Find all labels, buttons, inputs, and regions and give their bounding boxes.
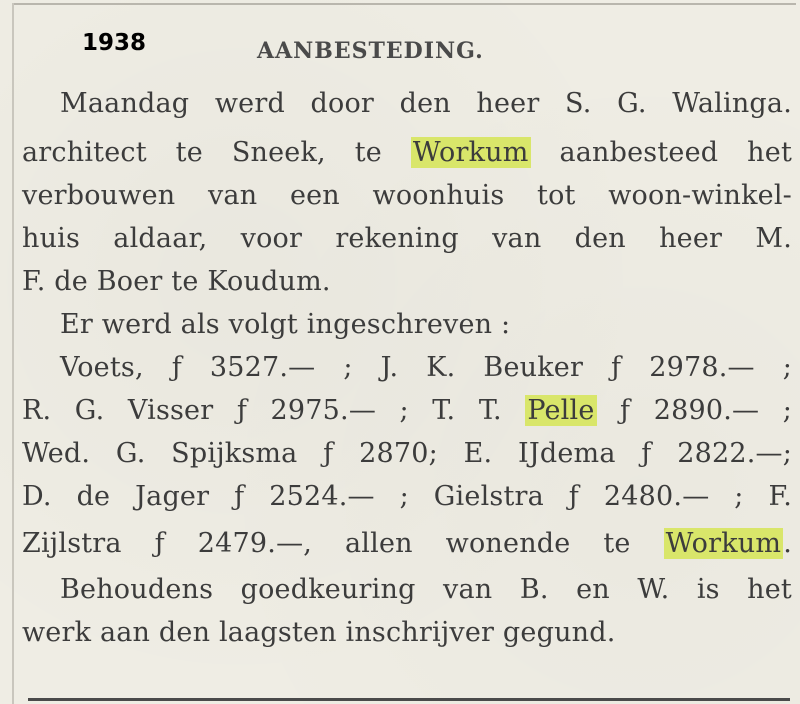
article-line-13: werk aan den laagsten inschrijver gegund. [22,617,616,648]
article-line-10: D. de Jager ƒ 2524.— ; Gielstra ƒ 2480.— ; F. [22,481,792,512]
article-line-4: huis aldaar, voor rekening van den heer M. [22,223,792,254]
article-heading: AANBESTEDING. [257,38,484,64]
article-line-6: Er werd als volgt ingeschreven : [60,309,511,340]
highlight-workum-2: Workum [665,528,782,559]
article-line-1: Maandag werd door den heer S. G. Walinga. [60,88,792,119]
article-line-3: verbouwen van een woonhuis tot woon-winkel- [22,180,792,211]
left-border [12,3,14,704]
highlight-workum: Workum [412,137,529,168]
article-line-7: Voets, ƒ 3527.— ; J. K. Beuker ƒ 2978.— ; [60,352,792,383]
article-line-8: R. G. Visser ƒ 2975.— ; T. T. Pelle ƒ 2890.— ; [22,395,792,426]
top-border [12,3,796,5]
highlight-pelle: Pelle [527,395,595,426]
bottom-border [28,698,790,701]
year-label: 1938 [82,30,147,56]
article-line-2: architect te Sneek, te Workum aanbesteed het [22,137,792,168]
article-line-11: Zijlstra ƒ 2479.—, allen wonende te Workum. [22,528,792,559]
article-line-5: F. de Boer te Koudum. [22,266,331,297]
article-line-9: Wed. G. Spijksma ƒ 2870; E. IJdema ƒ 2822.—; [22,438,792,469]
article-line-12: Behoudens goedkeuring van B. en W. is het [60,574,792,605]
